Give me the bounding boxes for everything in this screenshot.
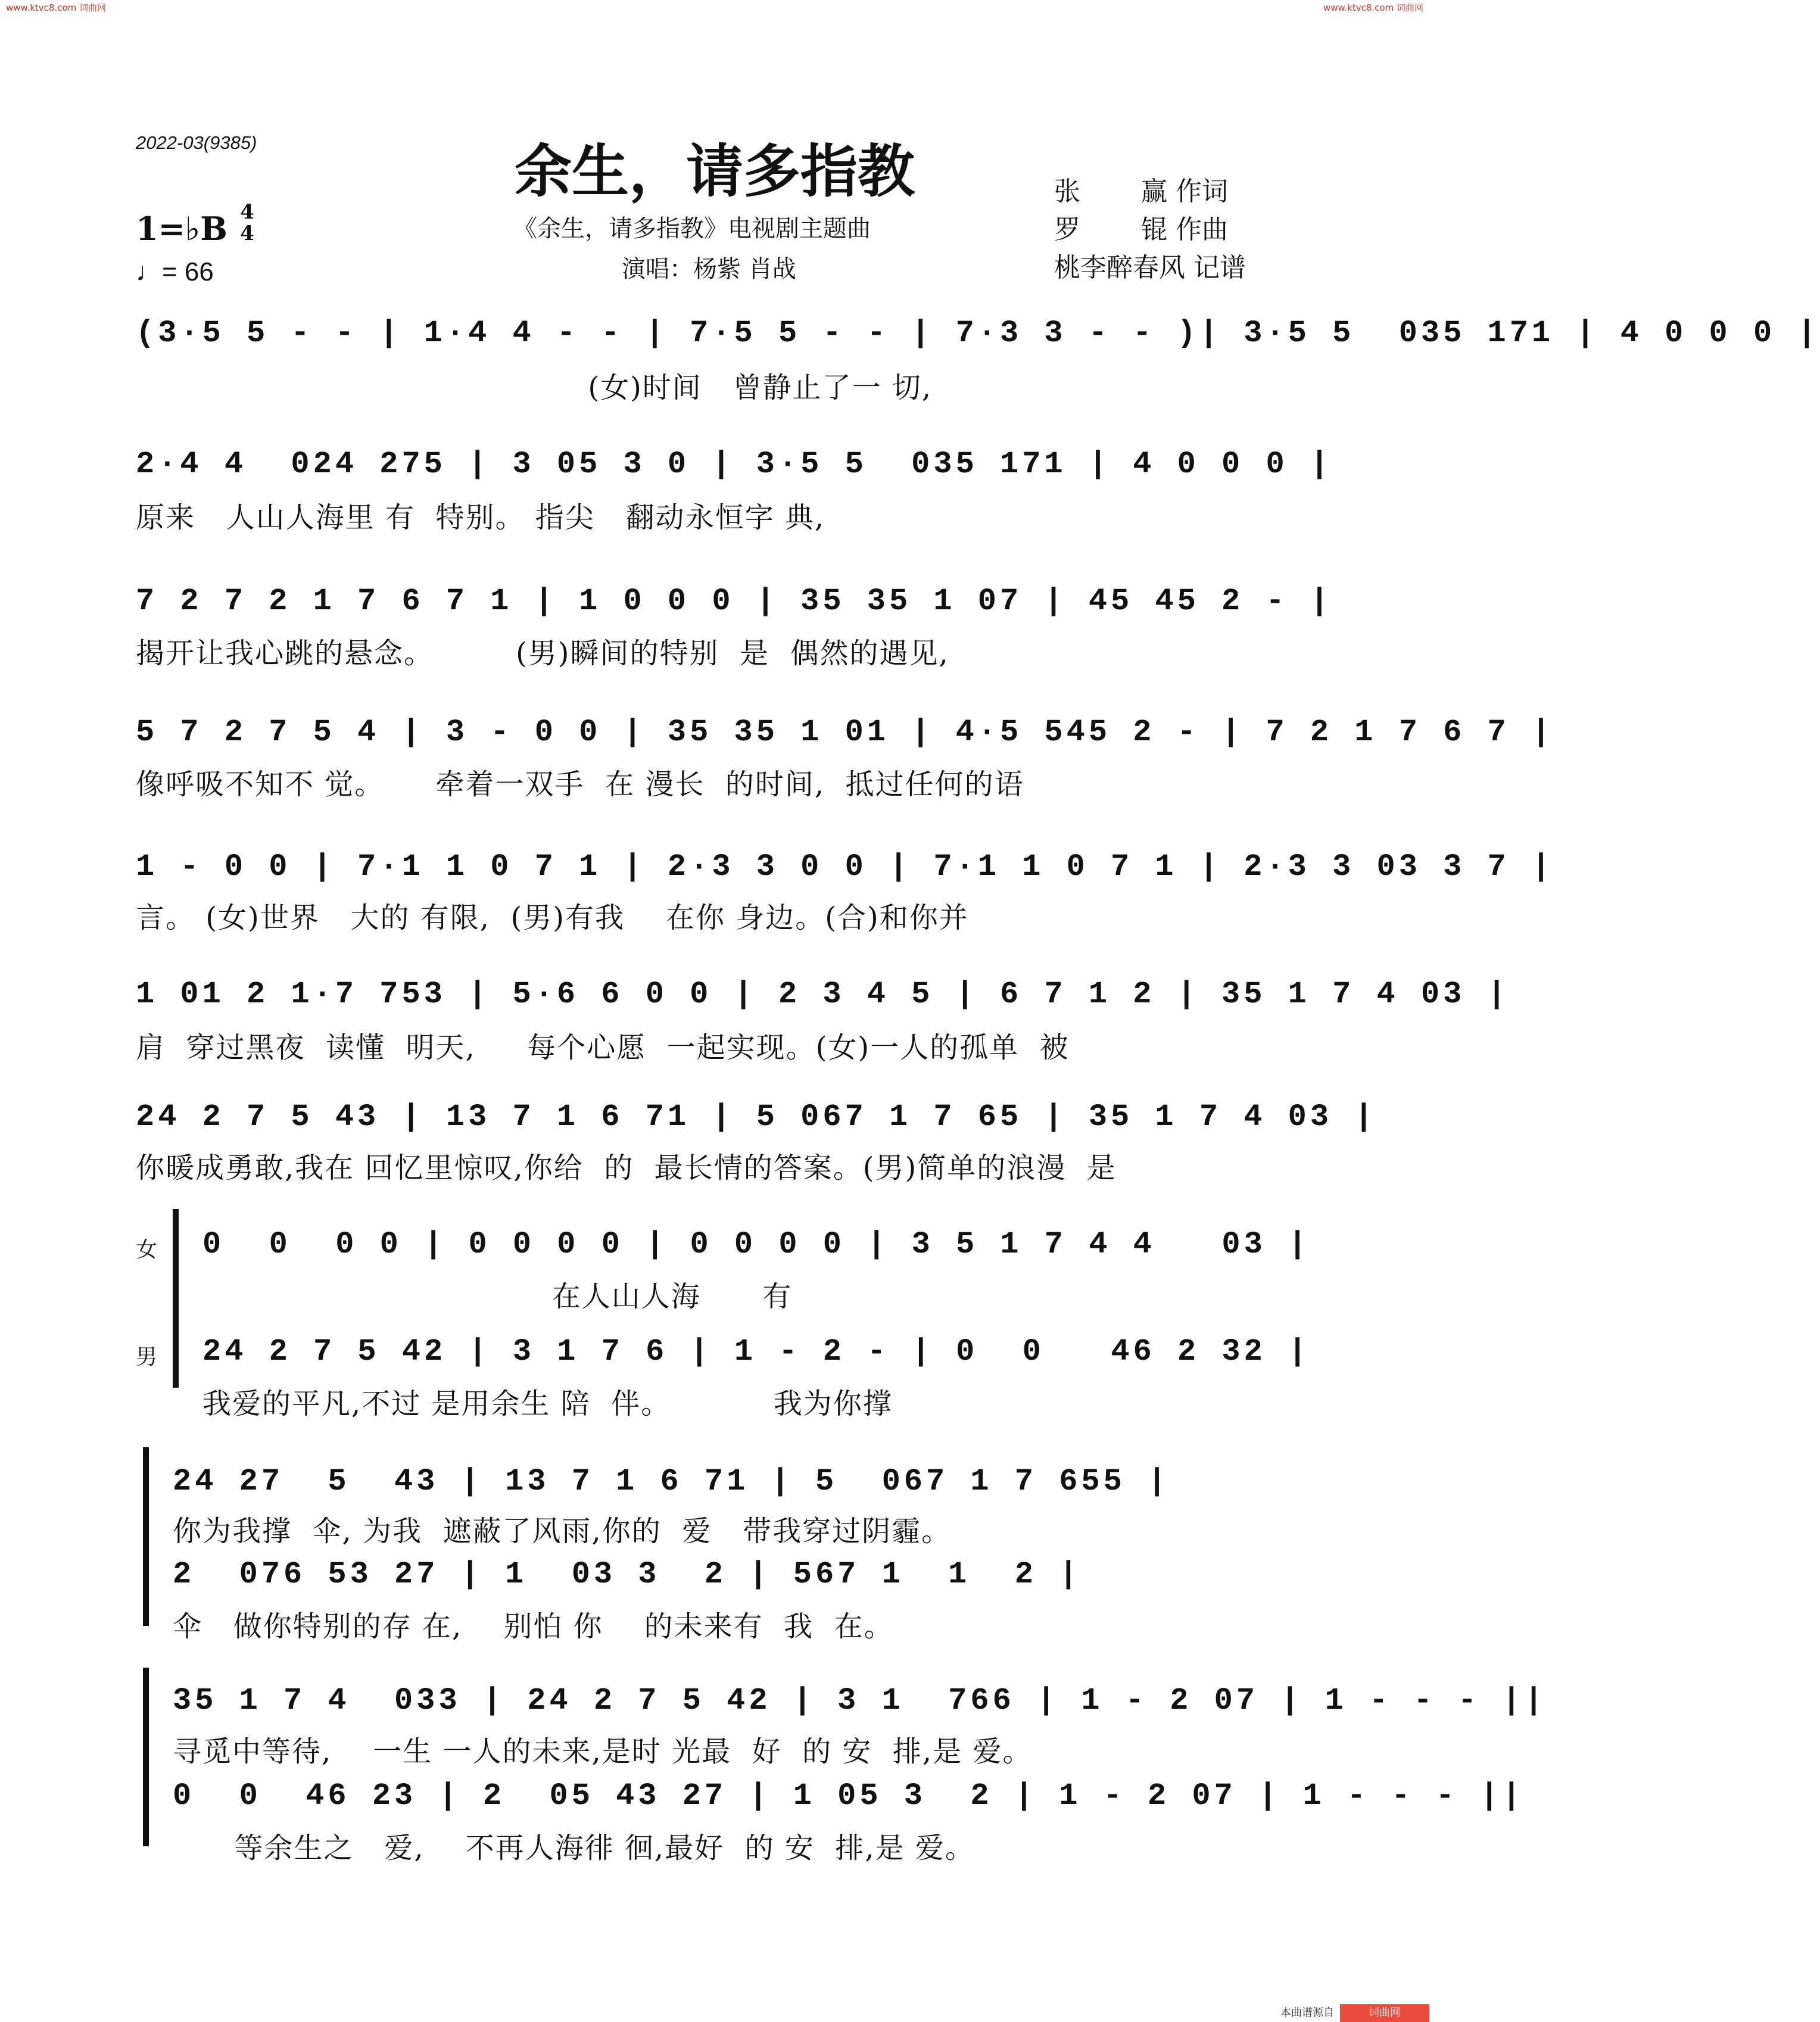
lyrics-line: 揭开让我心跳的悬念。 (男)瞬间的特别 是 偶然的遇见, [136, 637, 949, 670]
system-brace [143, 1668, 149, 1846]
lyrics-line: 肩 穿过黑夜 读懂 明天, 每个心愿 一起实现。(女)一人的孤单 被 [136, 1031, 1070, 1064]
part-label-male: 男 [136, 1345, 158, 1369]
notation-line-female: 24 27 5 43 | 13 7 1 6 71 | 5 067 1 7 655 | [173, 1464, 1170, 1499]
lyrics-line-female: 你为我撑 伞, 为我 遮蔽了风雨,你的 爱 带我穿过阴霾。 [173, 1515, 952, 1548]
lyrics-line: 言。 (女)世界 大的 有限, (男)有我 在你 身边。(合)和你并 [136, 901, 969, 934]
lyrics-line-female: 寻觅中等待, 一生 一人的未来,是时 光最 好 的 安 排,是 爱。 [173, 1735, 1033, 1768]
notation-line: 2·4 4 024 275 | 3 05 3 0 | 3·5 5 035 171 | 4 0 0 0 | [136, 447, 1333, 482]
time-signature [235, 201, 260, 244]
notation-line: 24 2 7 5 43 | 13 7 1 6 71 | 5 067 1 7 65 | 35 1 7 4 03 | [136, 1099, 1377, 1135]
lyrics-line-male: 我爱的平凡,不过 是用余生 陪 伴。 我为你撑 [202, 1387, 893, 1420]
source-label: 本曲谱源自 [1280, 2007, 1334, 2019]
system-brace [143, 1447, 149, 1626]
notation-line-male: 24 2 7 5 42 | 3 1 7 6 | 1 - 2 - | 0 0 46 2 32 | [202, 1334, 1311, 1369]
notation-line-male: 0 0 46 23 | 2 05 43 27 | 1 05 3 2 | 1 - 2 07 | 1 - - - || [173, 1778, 1525, 1814]
system-brace [173, 1209, 179, 1388]
notation-line: 7 2 7 2 1 7 6 7 1 | 1 0 0 0 | 35 35 1 07 | 45 45 2 - | [136, 584, 1333, 619]
notation-line: 5 7 2 7 5 4 | 3 - 0 0 | 35 35 1 01 | 4·5 545 2 - | 7 2 1 7 6 7 | [136, 715, 1554, 750]
source-badge[interactable]: 词曲网 [1340, 2004, 1429, 2022]
lyrics-line: (女)时间 曾静止了一 切, [136, 371, 933, 404]
notation-line-female: 0 0 0 0 | 0 0 0 0 | 0 0 0 0 | 3 5 1 7 4 4 03 | [202, 1227, 1311, 1262]
notation-line: (3·5 5 - - | 1·4 4 - - | 7·5 5 - - | 7·3 3 - - )| 3·5 5 035 171 | 4 0 0 0 | [136, 316, 1820, 351]
lyrics-line: 原来 人山人海里 有 特别。 指尖 翻动永恒字 典, [136, 501, 825, 534]
singers: 演唱：杨紫 肖战 [622, 256, 796, 283]
page-title: 余生，请多指教 [515, 138, 915, 205]
time-sig-bottom: 4 [240, 222, 254, 245]
notation-line-male: 2 076 53 27 | 1 03 3 2 | 567 1 1 2 | [173, 1557, 1082, 1592]
score-code: 2022-03(9385) [136, 132, 257, 153]
watermark-left: www.ktvc8.com 词曲网 [6, 2, 107, 13]
lyrics-line-male: 等余生之 爱, 不再人海徘 徊,最好 的 安 排,是 爱。 [173, 1831, 975, 1865]
key-signature: 1=♭B [136, 210, 228, 248]
lyrics-line: 像呼吸不知不 觉。 牵着一双手 在 漫长 的时间, 抵过任何的语 [136, 768, 1024, 801]
lyrics-line-female: 在人山人海 有 [202, 1280, 793, 1313]
lyrics-line-male: 伞 做你特别的存 在, 别怕 你 的未来有 我 在。 [173, 1610, 894, 1643]
subtitle: 《余生，请多指教》电视剧主题曲 [513, 215, 871, 242]
part-label-female: 女 [136, 1238, 158, 1262]
watermark-right: www.ktvc8.com 词曲网 [1323, 2, 1423, 13]
tempo-marking: ♩= 66 [136, 257, 214, 286]
time-sig-top: 4 [240, 200, 254, 224]
lyrics-line: 你暖成勇敢,我在 回忆里惊叹,你给 的 最长情的答案。(男)简单的浪漫 是 [136, 1151, 1117, 1185]
notation-line: 1 01 2 1·7 753 | 5·6 6 0 0 | 2 3 4 5 | 6 7 1 2 | 35 1 7 4 03 | [136, 977, 1510, 1012]
credits: 张 赢 作词 罗 锟 作曲 桃李醉春风 记谱 [1054, 176, 1246, 283]
notation-line-female: 35 1 7 4 033 | 24 2 7 5 42 | 3 1 766 | 1 - 2 07 | 1 - - - || [173, 1683, 1547, 1718]
notation-line: 1 - 0 0 | 7·1 1 0 7 1 | 2·3 3 0 0 | 7·1 1 0 7 1 | 2·3 3 03 3 7 | [136, 849, 1554, 884]
